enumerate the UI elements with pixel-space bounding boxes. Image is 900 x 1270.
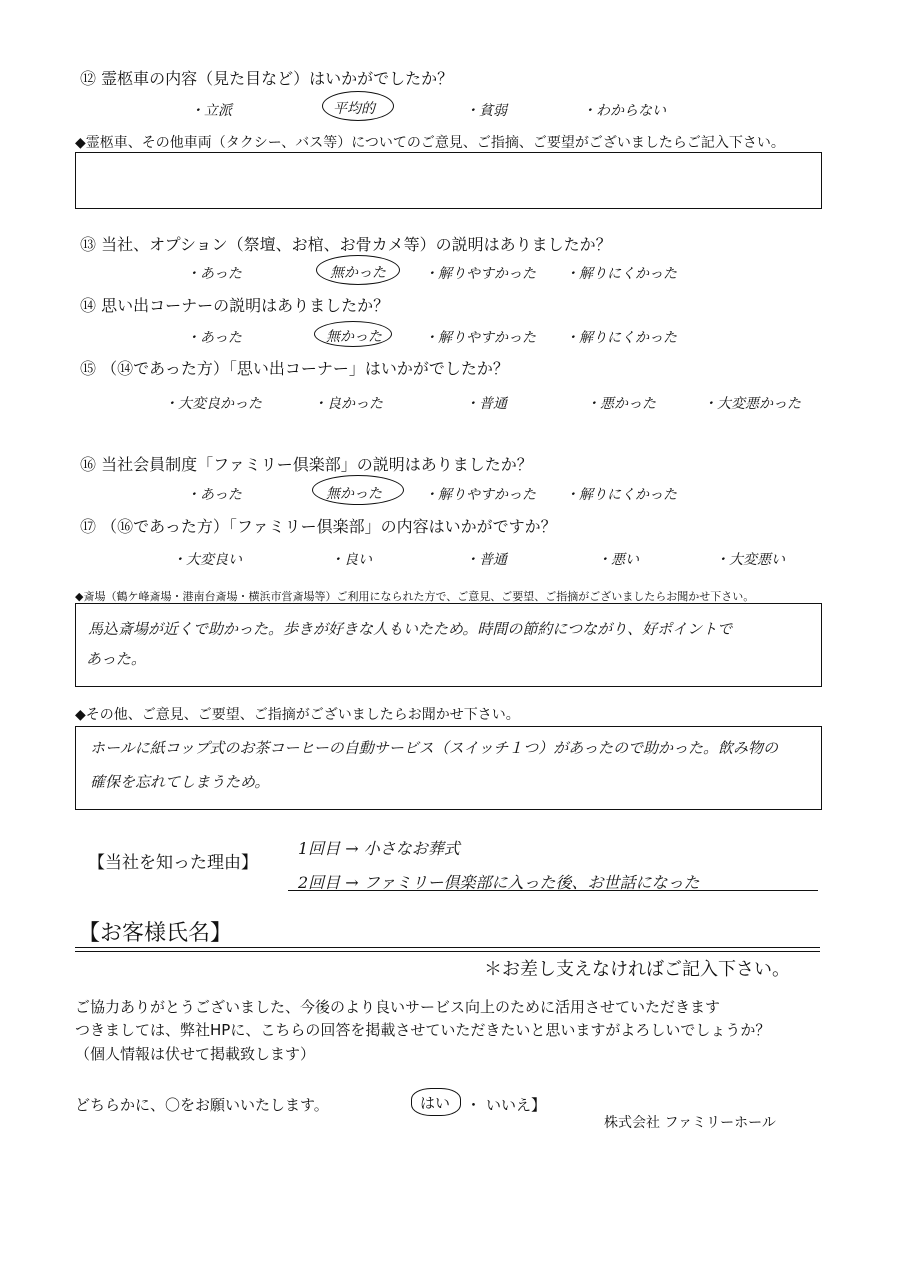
q15-option-1[interactable]: ・大変良かった bbox=[164, 396, 262, 412]
q14-option-2[interactable]: 無かった bbox=[326, 329, 382, 345]
q16-question: ⑯ 当社会員制度「ファミリー倶楽部」の説明はありましたか？ bbox=[80, 455, 533, 474]
closing-line-3: （個人情報は伏せて掲載致します） bbox=[75, 1045, 316, 1063]
q16-selected-circle bbox=[312, 475, 404, 505]
q12-option-2[interactable]: 平均的 bbox=[333, 101, 375, 117]
consent-separator: ・ bbox=[466, 1096, 482, 1114]
q14-option-1[interactable]: ・あった bbox=[186, 330, 242, 346]
q17-option-1[interactable]: ・大変良い bbox=[172, 552, 242, 568]
q17-option-4[interactable]: ・悪い bbox=[597, 552, 639, 568]
consent-prompt: どちらかに、〇をお願いいたします。 bbox=[75, 1096, 329, 1114]
customer-name-line-1[interactable] bbox=[75, 947, 820, 948]
other-comment-box[interactable] bbox=[75, 726, 822, 810]
q17-option-3[interactable]: ・普通 bbox=[465, 552, 507, 568]
closing-line-2: つきましては、弊社HPに、こちらの回答を掲載させていただきたいと思いますがよろしいでしょうか？ bbox=[75, 1021, 771, 1039]
q12-question: ⑫ 霊柩車の内容（見た目など）はいかがでしたか？ bbox=[80, 69, 454, 88]
reason-line-1: 1回目 → 小さなお葬式 bbox=[298, 839, 460, 858]
q16-option-1[interactable]: ・あった bbox=[186, 487, 242, 503]
customer-name-line-2 bbox=[75, 951, 820, 952]
other-comment-line-1: ホールに紙コップ式のお茶コーヒーの自動サービス（スイッチ１つ）があったので助かった。飲み物の bbox=[90, 739, 779, 757]
q12-option-1[interactable]: ・立派 bbox=[190, 103, 232, 119]
q14-option-3[interactable]: ・解りやすかった bbox=[424, 330, 536, 346]
q13-option-4[interactable]: ・解りにくかった bbox=[565, 266, 677, 282]
q13-question: ⑬ 当社、オプション（祭壇、お棺、お骨カメ等）の説明はありましたか？ bbox=[80, 235, 612, 254]
q12-comment-text bbox=[76, 153, 821, 169]
other-comment-line-2: 確保を忘れてしまうため。 bbox=[90, 773, 270, 791]
reason-label: 【当社を知った理由】 bbox=[88, 853, 258, 873]
q12-option-3[interactable]: ・貧弱 bbox=[465, 103, 507, 119]
consent-no[interactable]: いいえ】 bbox=[486, 1096, 547, 1114]
customer-name-note: ＊お差し支えなければご記入下さい。 bbox=[484, 959, 790, 980]
q16-option-4[interactable]: ・解りにくかった bbox=[565, 487, 677, 503]
crematorium-comment-label: ◆斎場（鶴ケ峰斎場・港南台斎場・横浜市営斎場等）ご利用になられた方で、ご意見、ご要望、ご指摘がございましたらお聞かせ下さい。 bbox=[75, 590, 755, 603]
crematorium-comment-box[interactable] bbox=[75, 603, 822, 687]
q12-comment-label: ◆霊柩車、その他車両（タクシー、バス等）についてのご意見、ご指摘、ご要望がございましたらご記入下さい。 bbox=[75, 135, 785, 151]
q13-selected-circle bbox=[316, 255, 400, 285]
q12-comment-box[interactable] bbox=[75, 152, 822, 209]
q12-selected-circle bbox=[322, 91, 394, 121]
reason-underline bbox=[288, 890, 818, 891]
closing-line-1: ご協力ありがとうございました、今後のより良いサービス向上のために活用させていただきます bbox=[75, 998, 721, 1016]
q13-option-2[interactable]: 無かった bbox=[330, 265, 386, 281]
reason-line-2: 2回目 → ファミリー倶楽部に入った後、お世話になった bbox=[298, 873, 700, 892]
q12-option-4[interactable]: ・わからない bbox=[582, 103, 666, 119]
company-name: 株式会社 ファミリーホール bbox=[604, 1115, 776, 1131]
q13-option-1[interactable]: ・あった bbox=[186, 266, 242, 282]
q15-option-2[interactable]: ・良かった bbox=[313, 396, 383, 412]
q14-question: ⑭ 思い出コーナーの説明はありましたか？ bbox=[80, 296, 390, 315]
q14-selected-circle bbox=[314, 321, 392, 347]
q16-option-2[interactable]: 無かった bbox=[326, 486, 382, 502]
q17-option-2[interactable]: ・良い bbox=[330, 552, 372, 568]
other-comment-label: ◆その他、ご意見、ご要望、ご指摘がございましたらお聞かせ下さい。 bbox=[75, 707, 520, 723]
q15-option-5[interactable]: ・大変悪かった bbox=[703, 396, 801, 412]
q17-option-5[interactable]: ・大変悪い bbox=[715, 552, 785, 568]
q15-option-3[interactable]: ・普通 bbox=[465, 396, 507, 412]
crematorium-comment-line-1: 馬込斎場が近くで助かった。歩きが好きな人もいたため。時間の節約につながり、好ポイントで bbox=[88, 620, 733, 638]
q13-option-3[interactable]: ・解りやすかった bbox=[424, 266, 536, 282]
q17-question: ⑰ （⑯であった方）「ファミリー倶楽部」の内容はいかがですか？ bbox=[80, 517, 557, 536]
q15-question: ⑮ （⑭であった方）「思い出コーナー」はいかがでしたか？ bbox=[80, 359, 509, 378]
q14-option-4[interactable]: ・解りにくかった bbox=[565, 330, 677, 346]
consent-yes[interactable]: はい bbox=[420, 1094, 451, 1112]
crematorium-comment-line-2: あった。 bbox=[86, 650, 146, 668]
customer-name-label: 【お客様氏名】 bbox=[78, 921, 233, 946]
q16-option-3[interactable]: ・解りやすかった bbox=[424, 487, 536, 503]
q15-option-4[interactable]: ・悪かった bbox=[586, 396, 656, 412]
consent-yes-circle bbox=[411, 1088, 461, 1116]
